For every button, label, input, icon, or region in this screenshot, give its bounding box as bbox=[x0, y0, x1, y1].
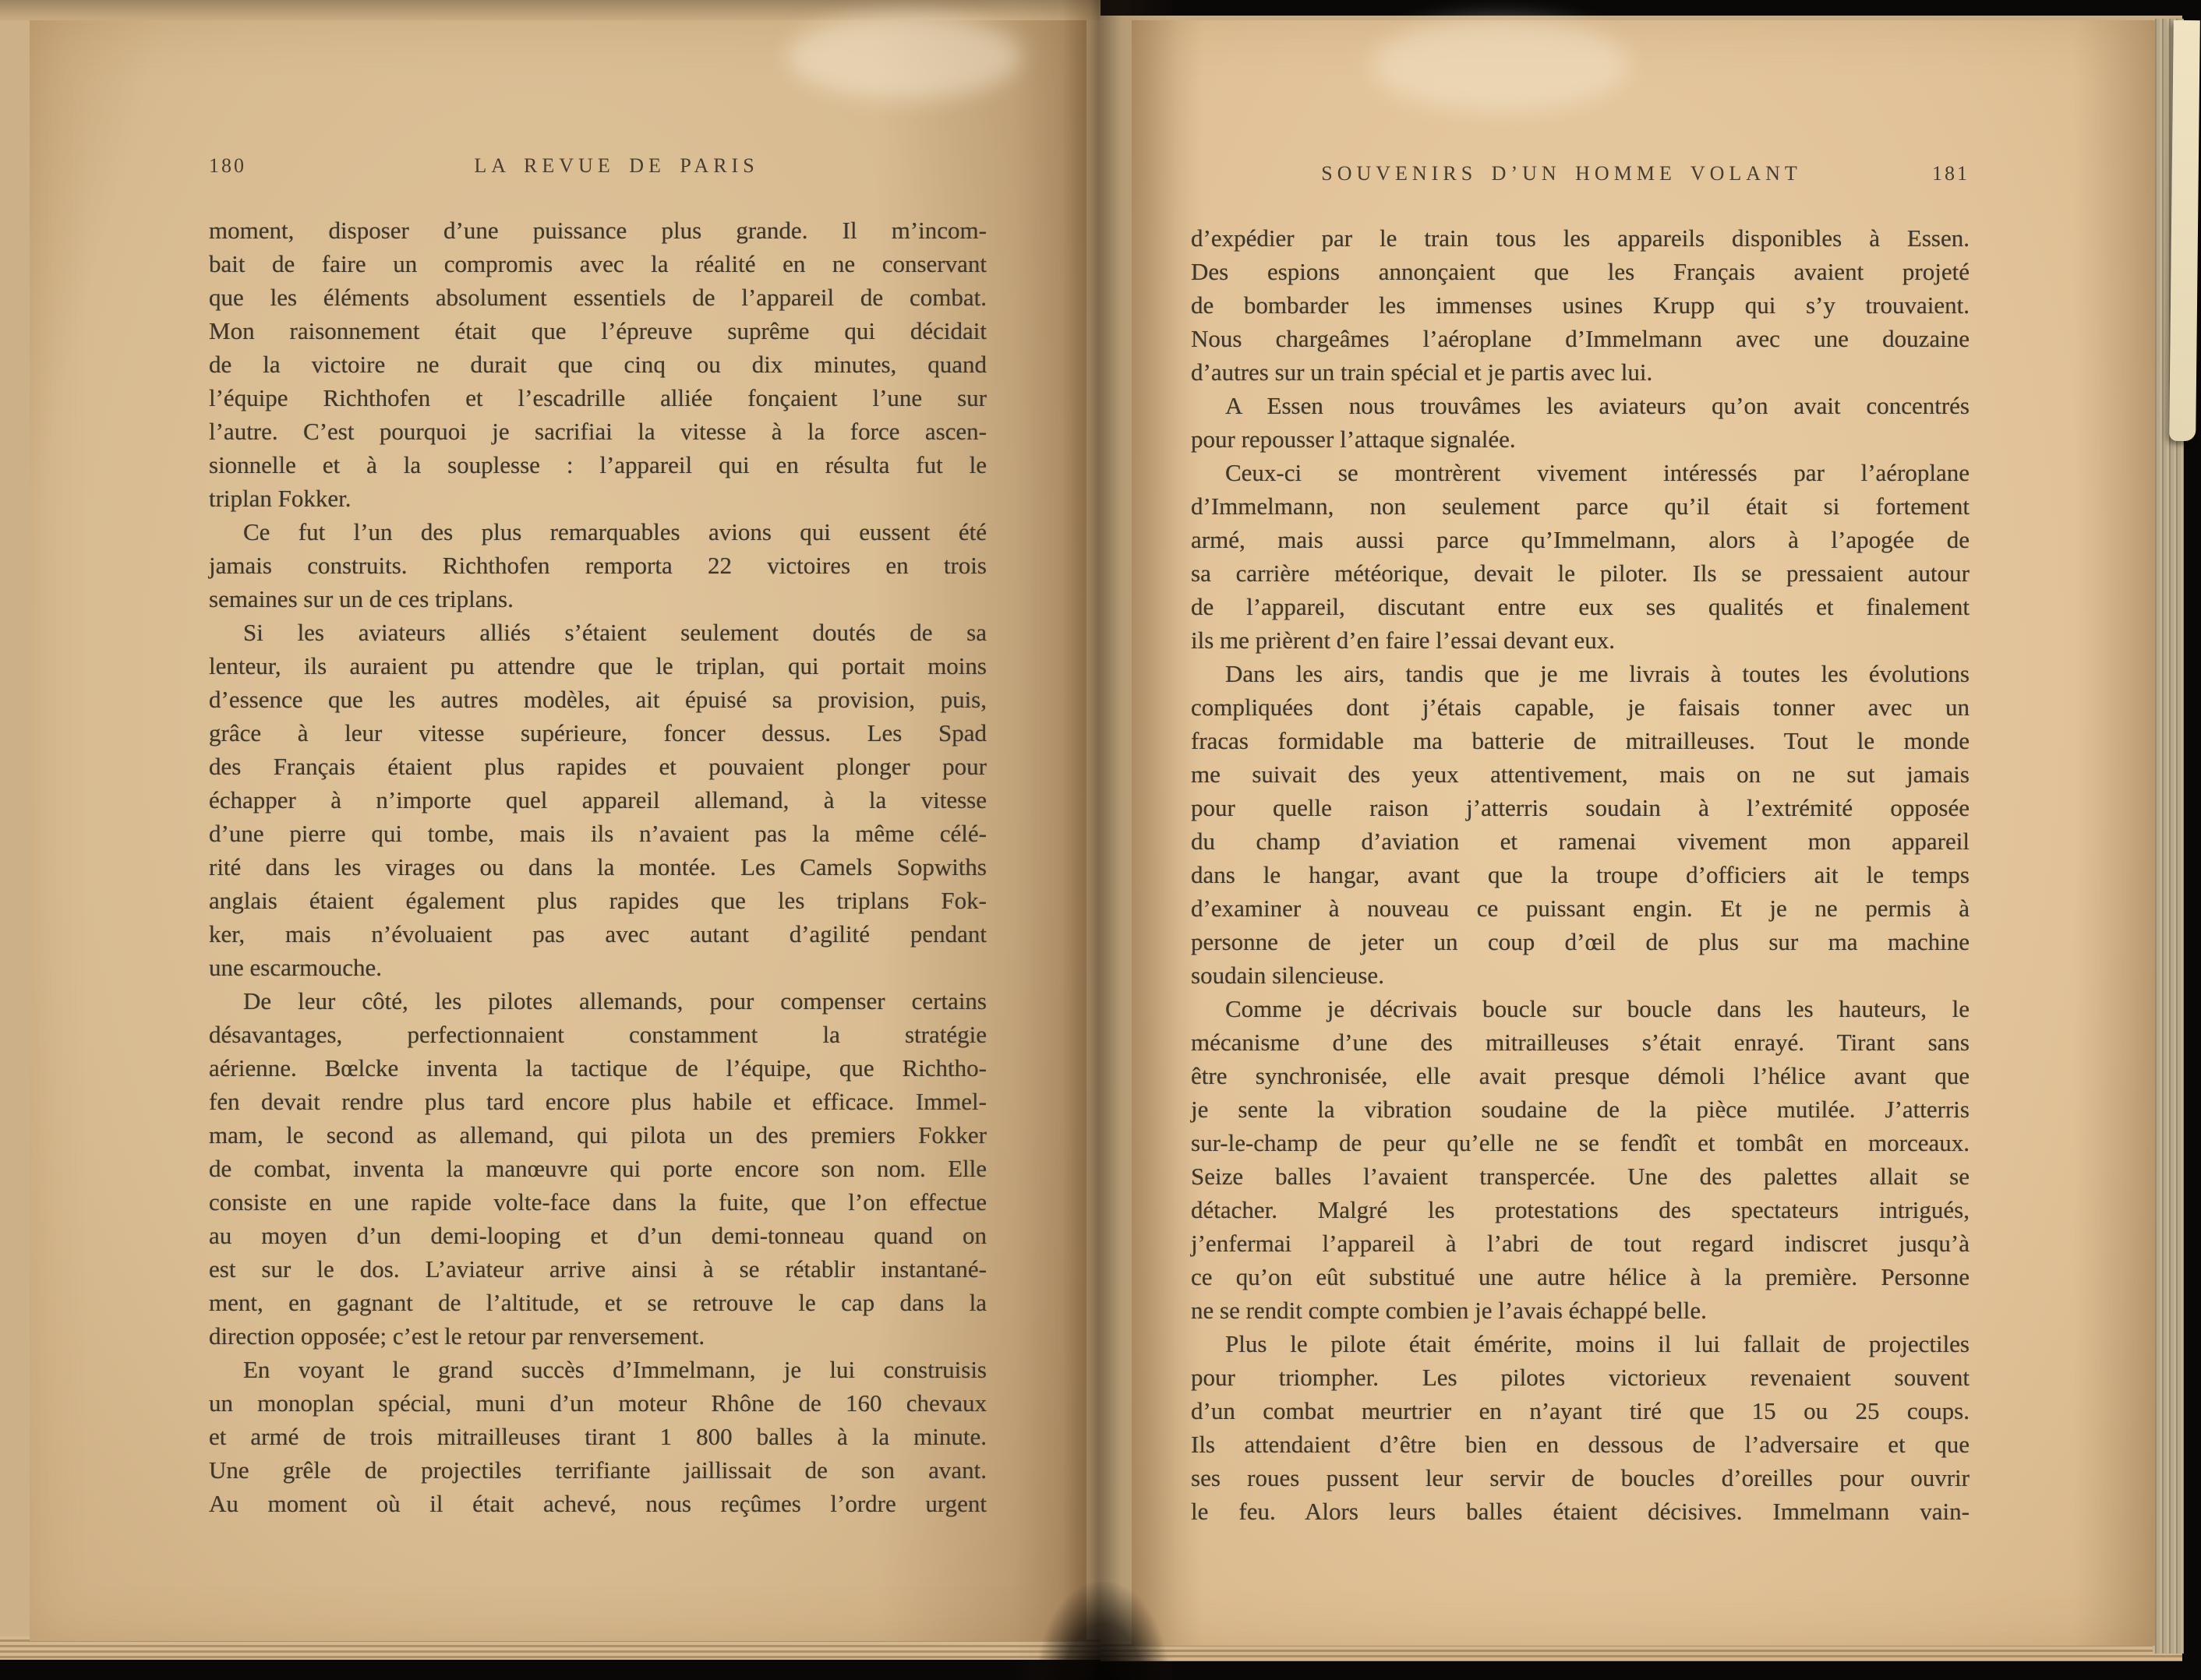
text-line: être synchronisée, elle avait presque démoli l’hélice avant que bbox=[1191, 1062, 1970, 1089]
text-line: ment, en gagnant de l’altitude, et se retrouve le cap dans la bbox=[209, 1289, 987, 1316]
text-line: Plus le pilote était émérite, moins il lui fallait de projectiles bbox=[1225, 1330, 1970, 1357]
text-line: une escarmouche. bbox=[209, 954, 383, 981]
text-line: que les éléments absolument essentiels de l’appareil de combat. bbox=[209, 284, 987, 311]
text-line: pour quelle raison j’atterris soudain à l’extrémité opposée bbox=[1191, 794, 1970, 821]
text-line: sur-le-champ de peur qu’elle ne se fendît et tombât en morceaux. bbox=[1191, 1129, 1970, 1156]
text-line: pour triompher. Les pilotes victorieux revenaient souvent bbox=[1191, 1364, 1970, 1391]
text-line: d’un combat meurtrier en n’ayant tiré que 15 ou 25 coups. bbox=[1191, 1397, 1970, 1424]
text-line: semaines sur un de ces triplans. bbox=[209, 585, 514, 612]
text-line: détacher. Malgré les protestations des spectateurs intrigués, bbox=[1191, 1196, 1970, 1223]
text-line: ker, mais n’évoluaient pas avec autant d’agilité pendant bbox=[209, 920, 987, 948]
text-line: le feu. Alors leurs balles étaient décisives. Immelmann vain- bbox=[1191, 1498, 1970, 1525]
text-line: sa carrière météorique, devait le piloter. Ils se pressaient autour bbox=[1191, 559, 1970, 587]
paragraph bbox=[1191, 389, 1970, 456]
text-line: lenteur, ils auraient pu attendre que le triplan, qui portait moins bbox=[209, 652, 987, 679]
text-line: consiste en une rapide volte-face dans la fuite, que l’on effectue bbox=[209, 1188, 987, 1216]
text-line: de l’appareil, discutant entre eux ses qualités et finalement bbox=[1191, 593, 1970, 620]
text-line: soudain silencieuse. bbox=[1191, 962, 1384, 989]
text-line: d’autres sur un train spécial et je partis avec lui. bbox=[1191, 358, 1653, 386]
text-line: Nous chargeâmes l’aéroplane d’Immelmann avec une douzaine bbox=[1191, 325, 1970, 352]
text-line: l’autre. C’est pourquoi je sacrifiai la vitesse à la force ascen- bbox=[209, 418, 987, 445]
left-page-header bbox=[209, 154, 987, 178]
text-line: fracas formidable ma batterie de mitrailleuses. Tout le monde bbox=[1191, 727, 1970, 754]
paragraph bbox=[1191, 657, 1970, 992]
text-line: grâce à leur vitesse supérieure, foncer dessus. Les Spad bbox=[209, 719, 987, 746]
text-line: Seize balles l’avaient transpercée. Une des palettes allait se bbox=[1191, 1163, 1970, 1190]
text-line: d’essence que les autres modèles, ait épuisé sa provision, puis, bbox=[209, 686, 987, 713]
running-title: LA REVUE DE PARIS bbox=[474, 154, 759, 177]
paragraph bbox=[1191, 456, 1970, 657]
text-line: sionnelle et à la souplesse : l’appareil qui en résulta fut le bbox=[209, 451, 987, 478]
text-line: Une grêle de projectiles terrifiante jaillissait de son avant. bbox=[209, 1456, 987, 1484]
text-line: dans le hangar, avant que la troupe d’officiers ait le temps bbox=[1191, 861, 1970, 888]
text-line: j’enfermai l’appareil à l’abri de tout regard indiscret jusqu’à bbox=[1191, 1230, 1970, 1257]
text-line: d’examiner à nouveau ce puissant engin. Et je ne permis à bbox=[1191, 895, 1970, 922]
text-line: ce qu’on eût substitué une autre hélice à la première. Personne bbox=[1191, 1263, 1970, 1290]
text-line: d’Immelmann, non seulement parce qu’il était si fortement bbox=[1191, 492, 1970, 520]
text-line: des Français étaient plus rapides et pouvaient plonger pour bbox=[209, 753, 987, 780]
right-page bbox=[1132, 20, 2155, 1646]
paragraph bbox=[209, 1353, 987, 1520]
text-line: mam, le second as allemand, qui pilota un des premiers Fokker bbox=[209, 1121, 987, 1149]
text-line: personne de jeter un coup d’œil de plus sur ma machine bbox=[1191, 928, 1970, 955]
text-line: d’expédier par le train tous les appareils disponibles à Essen. bbox=[1191, 224, 1970, 252]
text-line: ne se rendit compte combien je l’avais échappé belle. bbox=[1191, 1297, 1707, 1324]
left-page bbox=[30, 20, 1086, 1641]
page-number: 181 bbox=[1932, 162, 1970, 185]
text-line: A Essen nous trouvâmes les aviateurs qu’on avait concentrés bbox=[1225, 392, 1970, 419]
paragraph bbox=[209, 214, 987, 515]
text-line: est sur le dos. L’aviateur arrive ainsi à se rétablir instantané- bbox=[209, 1255, 987, 1283]
text-line: Ils attendaient d’être bien en dessous de l’adversaire et que bbox=[1191, 1431, 1970, 1458]
paragraph bbox=[1191, 221, 1970, 389]
text-line: Au moment où il était achevé, nous reçûmes l’ordre urgent bbox=[209, 1490, 987, 1517]
text-line: armé, mais aussi parce qu’Immelmann, alors à l’apogée de bbox=[1191, 526, 1970, 553]
text-line: moment, disposer d’une puissance plus grande. Il m’incom- bbox=[209, 217, 987, 244]
text-line: Ce fut l’un des plus remarquables avions qui eussent été bbox=[243, 518, 987, 545]
paragraph bbox=[1191, 992, 1970, 1327]
text-line: anglais étaient également plus rapides que les triplans Fok- bbox=[209, 887, 987, 914]
text-line: un monoplan spécial, muni d’un moteur Rhône de 160 chevaux bbox=[209, 1389, 987, 1417]
text-line: de combat, inventa la manœuvre qui porte encore son nom. Elle bbox=[209, 1155, 987, 1182]
text-column bbox=[1191, 221, 1970, 1528]
text-line: rité dans les virages ou dans la montée. Les Camels Sopwiths bbox=[209, 853, 987, 881]
text-line: l’équipe Richthofen et l’escadrille alliée fonçaient l’une sur bbox=[209, 384, 987, 411]
text-line: triplan Fokker. bbox=[209, 485, 352, 512]
text-line: désavantages, perfectionnaient constamment la stratégie bbox=[209, 1021, 987, 1048]
text-line: échapper à n’importe quel appareil allemand, à la vitesse bbox=[209, 786, 987, 814]
text-line: jamais construits. Richthofen remporta 22 victoires en trois bbox=[209, 552, 987, 579]
text-line: bait de faire un compromis avec la réalité en ne conservant bbox=[209, 250, 987, 277]
left-page-content bbox=[30, 20, 1086, 1641]
text-line: mécanisme d’une des mitrailleuses s’était enrayé. Tirant sans bbox=[1191, 1029, 1970, 1056]
text-line: et armé de trois mitrailleuses tirant 1 800 balles à la minute. bbox=[209, 1423, 987, 1450]
text-line: Ceux-ci se montrèrent vivement intéressés par l’aéroplane bbox=[1225, 459, 1970, 486]
text-line: pour repousser l’attaque signalée. bbox=[1191, 425, 1516, 453]
text-line: Des espions annonçaient que les Français avaient projeté bbox=[1191, 258, 1970, 285]
text-line: au moyen d’un demi-looping et d’un demi-tonneau quand on bbox=[209, 1222, 987, 1249]
paragraph bbox=[209, 616, 987, 984]
text-line: de bombarder les immenses usines Krupp qui s’y trouvaient. bbox=[1191, 291, 1970, 319]
text-line: De leur côté, les pilotes allemands, pour compenser certains bbox=[243, 987, 987, 1015]
text-line: me suivait des yeux attentivement, mais on ne sut jamais bbox=[1191, 761, 1970, 788]
text-line: du champ d’aviation et ramenai vivement mon appareil bbox=[1191, 828, 1970, 855]
text-line: Dans les airs, tandis que je me livrais à toutes les évolutions bbox=[1225, 660, 1970, 687]
text-line: je sente la vibration soudaine de la pièce mutilée. J’atterris bbox=[1191, 1096, 1970, 1123]
page-number: 180 bbox=[209, 154, 246, 177]
text-line: Mon raisonnement était que l’épreuve suprême qui décidait bbox=[209, 317, 987, 344]
text-line: d’une pierre qui tombe, mais ils n’avaient pas la même célé- bbox=[209, 820, 987, 847]
text-line: En voyant le grand succès d’Immelmann, je lui construisis bbox=[243, 1356, 987, 1383]
text-line: Si les aviateurs alliés s’étaient seulement doutés de sa bbox=[243, 619, 987, 646]
paper-scrap-edge bbox=[2169, 20, 2200, 441]
paragraph bbox=[209, 984, 987, 1353]
paragraph bbox=[209, 515, 987, 616]
text-line: de la victoire ne durait que cinq ou dix minutes, quand bbox=[209, 351, 987, 378]
text-line: ils me prièrent d’en faire l’essai devant eux. bbox=[1191, 626, 1615, 654]
paragraph bbox=[1191, 1327, 1970, 1528]
running-title: SOUVENIRS D’UN HOMME VOLANT bbox=[1321, 162, 1802, 185]
text-line: Comme je décrivais boucle sur boucle dans les hauteurs, le bbox=[1225, 995, 1970, 1022]
right-page-header bbox=[1191, 162, 1970, 185]
text-line: fen devait rendre plus tard encore plus habile et efficace. Immel- bbox=[209, 1088, 987, 1115]
text-line: compliquées dont j’étais capable, je faisais tonner avec un bbox=[1191, 694, 1970, 721]
text-line: aérienne. Bœlcke inventa la tactique de l’équipe, que Richtho- bbox=[209, 1054, 987, 1082]
text-line: ses roues pussent leur servir de boucles d’oreilles pour ouvrir bbox=[1191, 1464, 1970, 1491]
text-line: direction opposée; c’est le retour par renversement. bbox=[209, 1322, 705, 1350]
right-page-content bbox=[1132, 20, 2155, 1646]
text-column bbox=[209, 214, 987, 1520]
